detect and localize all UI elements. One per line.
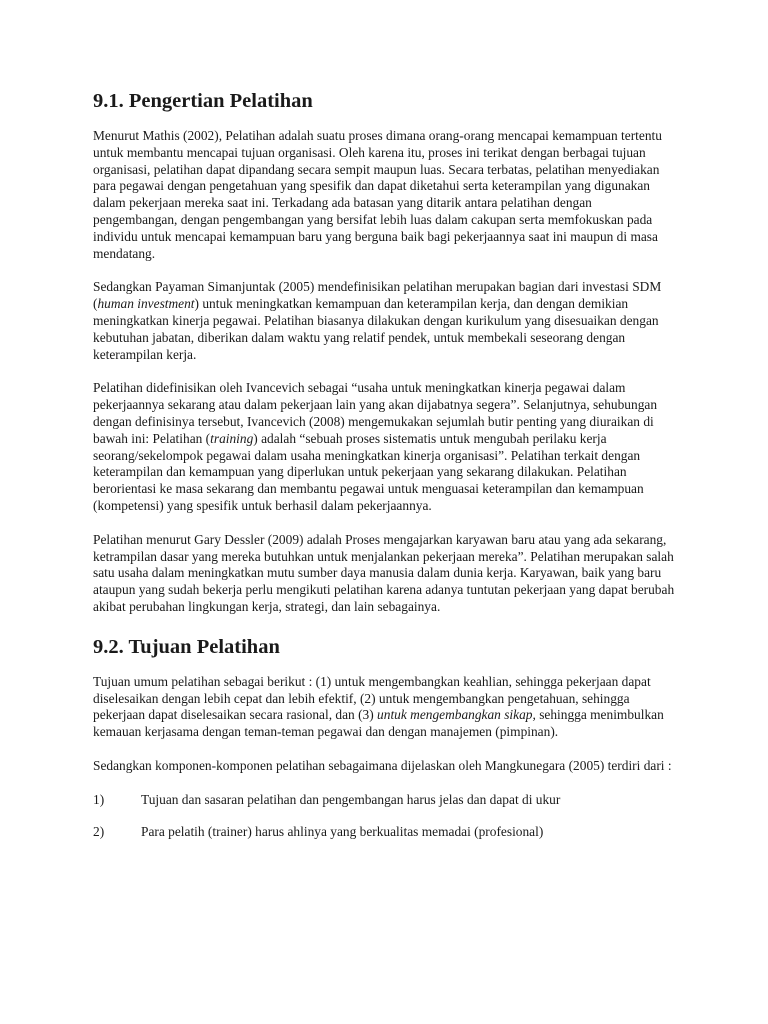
paragraph-ivancevich (93, 380, 678, 514)
list-text: Para pelatih (trainer) harus ahlinya yang berkualitas memadai (profesional) (141, 823, 544, 839)
italic-term: training (210, 430, 254, 446)
italic-term: untuk mengembangkan sikap, (377, 707, 536, 723)
paragraph-dessler: Pelatihan menurut Gary Dessler (2009) adalah Proses mengajarkan karyawan baru atau yang ada sekarang, ketrampilan dasar yang mereka butuhkan untuk menjalankan pekerjaan mereka”. Pelatihan merupakan salah satu usaha dalam meningkatkan mutu sumber daya manusia dalam dunia kerja. Karyawan, baik yang baru ataupun yang sudah bekerja perlu mengikuti pelatihan karena adanya tuntutan pekerjaan yang dapat berubah akibat perubahan lingkungan kerja, strategi, dan lain sebagainya. (93, 531, 675, 614)
paragraph-text: sehingga menimbulkan kemauan kerjasama dengan teman-teman pegawai dan dengan manajemen (pimpinan). (93, 707, 664, 740)
paragraph-komponen: Sedangkan komponen-komponen pelatihan sebagaimana dijelaskan oleh Mangkunegara (2005) terdiri dari : (93, 757, 672, 773)
paragraph-text: Tujuan umum pelatihan sebagai berikut : (1) untuk mengembangkan keahlian, sehingga pekerjaan dapat diselesaikan dengan lebih cepat dan lebih efektif, (2) untuk mengembangkan pengetahuan, sehingga pekerjaan dapat diselesaikan secara rasional, dan (3) (93, 673, 651, 723)
list-item (93, 824, 678, 841)
paragraph-simanjuntak (93, 279, 678, 363)
paragraph-text: Pelatihan didefinisikan oleh Ivancevich sebagai “usaha untuk meningkatkan kinerja pegawai dalam pekerjaannya sekarang atau dalam pekerjaan lain yang akan dijabatnya segera”. Selanjutnya, sehubungan dengan definisinya tersebut, Ivancevich (2008) mengemukakan sejumlah butir penting yang diuraikan di bawah ini: Pelatihan ( (93, 380, 658, 446)
section-heading-tujuan: 9.2. Tujuan Pelatihan (93, 635, 280, 658)
paragraph-text: ) untuk meningkatkan kemampuan dan keterampilan kerja, dan dengan demikian meningkatkan kinerja pegawai. Pelatihan biasanya dilakukan dengan kurikulum yang disesuaikan dengan kebutuhan jabatan, diberikan dalam waktu yang relatif pendek, untuk membekali seseorang dengan keterampilan kerja. (93, 296, 659, 362)
paragraph-mathis: Menurut Mathis (2002), Pelatihan adalah suatu proses dimana orang-orang mencapai kemampuan tertentu untuk membantu mencapai tujuan organisasi. Oleh karena itu, proses ini terikat dengan berbagai tujuan organisasi, pelatihan dapat dipandang secara sempit maupun luas. Secara terbatas, pelatihan menyediakan para pegawai dengan pengetahuan yang spesifik dan dapat diketahui serta keterampilan yang digunakan dalam pekerjaan mereka saat ini. Terkadang ada batasan yang ditarik antara pelatihan dengan pengembangan, dengan pengembangan yang bersifat lebih luas dalam cakupan serta memfokuskan pada individu untuk mencapai kemampuan baru yang berguna baik bagi pekerjaannya saat ini maupun di masa mendatang. (93, 128, 662, 261)
document-content (93, 88, 678, 855)
list-item (93, 792, 678, 809)
list-number: 1) (93, 791, 105, 807)
list-text: Tujuan dan sasaran pelatihan dan pengembangan harus jelas dan dapat di ukur (141, 791, 561, 807)
paragraph-tujuan-umum (93, 674, 678, 741)
paragraph-text: Sedangkan Payaman Simanjuntak (2005) mendefinisikan pelatihan merupakan bagian dari investasi SDM ( (93, 279, 662, 312)
italic-term: human investment (97, 296, 195, 312)
paragraph-text: ) adalah “sebuah proses sistematis untuk mengubah perilaku kerja seorang/sekelompok pegawai dalam usaha meningkatkan kinerja organisasi”. Pelatihan terkait dengan keterampilan dan kemampuan yang diperlukan untuk pekerjaan yang sekarang dilakukan. Pelatihan berorientasi ke masa sekarang dan membantu pegawai untuk menguasai keterampilan dan kemampuan (kompetensi) yang spesifik untuk berhasil dalam pekerjaannya. (93, 430, 644, 513)
section-heading-pengertian: 9.1. Pengertian Pelatihan (93, 90, 313, 112)
list-number: 2) (93, 823, 105, 839)
